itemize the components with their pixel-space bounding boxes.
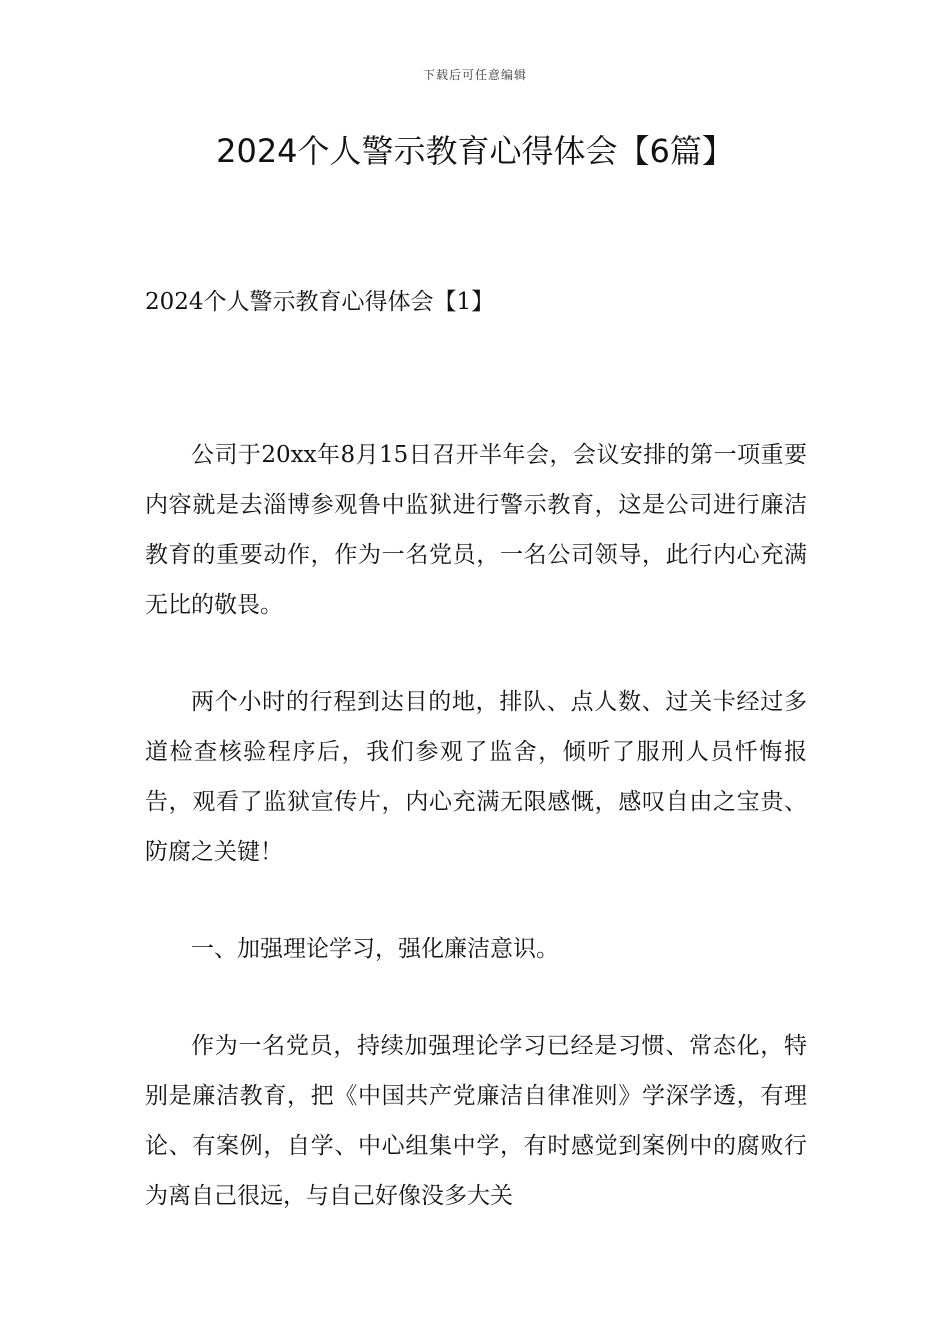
- paragraph-2: 两个小时的行程到达目的地，排队、点人数、过关卡经过多道检查核验程序后，我们参观了监舍，倾听了服刑人员忏悔报告，观看了监狱宣传片，内心充满无限感慨，感叹自由之宝贵、防腐之关键！: [145, 689, 807, 865]
- spacer: [145, 877, 807, 924]
- header-note: 下载后可任意编辑: [422, 68, 527, 82]
- paragraph-3: 作为一名党员，持续加强理论学习已经是习惯、常态化，特别是廉洁教育，把《中国共产党廉洁自律准则》学深学透，有理论、有案例，自学、中心组集中学，有时感觉到案例中的腐败行为离自己很远，与自己好像没多大关: [145, 1033, 807, 1209]
- paragraph-1: 公司于20xx年8月15日召开半年会，会议安排的第一项重要内容就是去淄博参观鲁中监狱进行警示教育，这是公司进行廉洁教育的重要动作，作为一名党员，一名公司领导，此行内心充满无比的敬畏。: [145, 442, 807, 618]
- document-title: 2024个人警示教育心得体会【6篇】: [216, 132, 734, 170]
- subheading-1: 一、加强理论学习，强化廉洁意识。: [191, 936, 559, 962]
- spacer: [145, 322, 807, 430]
- spacer: [145, 630, 807, 677]
- section-title: 2024个人警示教育心得体会【1】: [145, 289, 495, 315]
- document-body: [145, 282, 807, 1221]
- spacer: [145, 974, 807, 1021]
